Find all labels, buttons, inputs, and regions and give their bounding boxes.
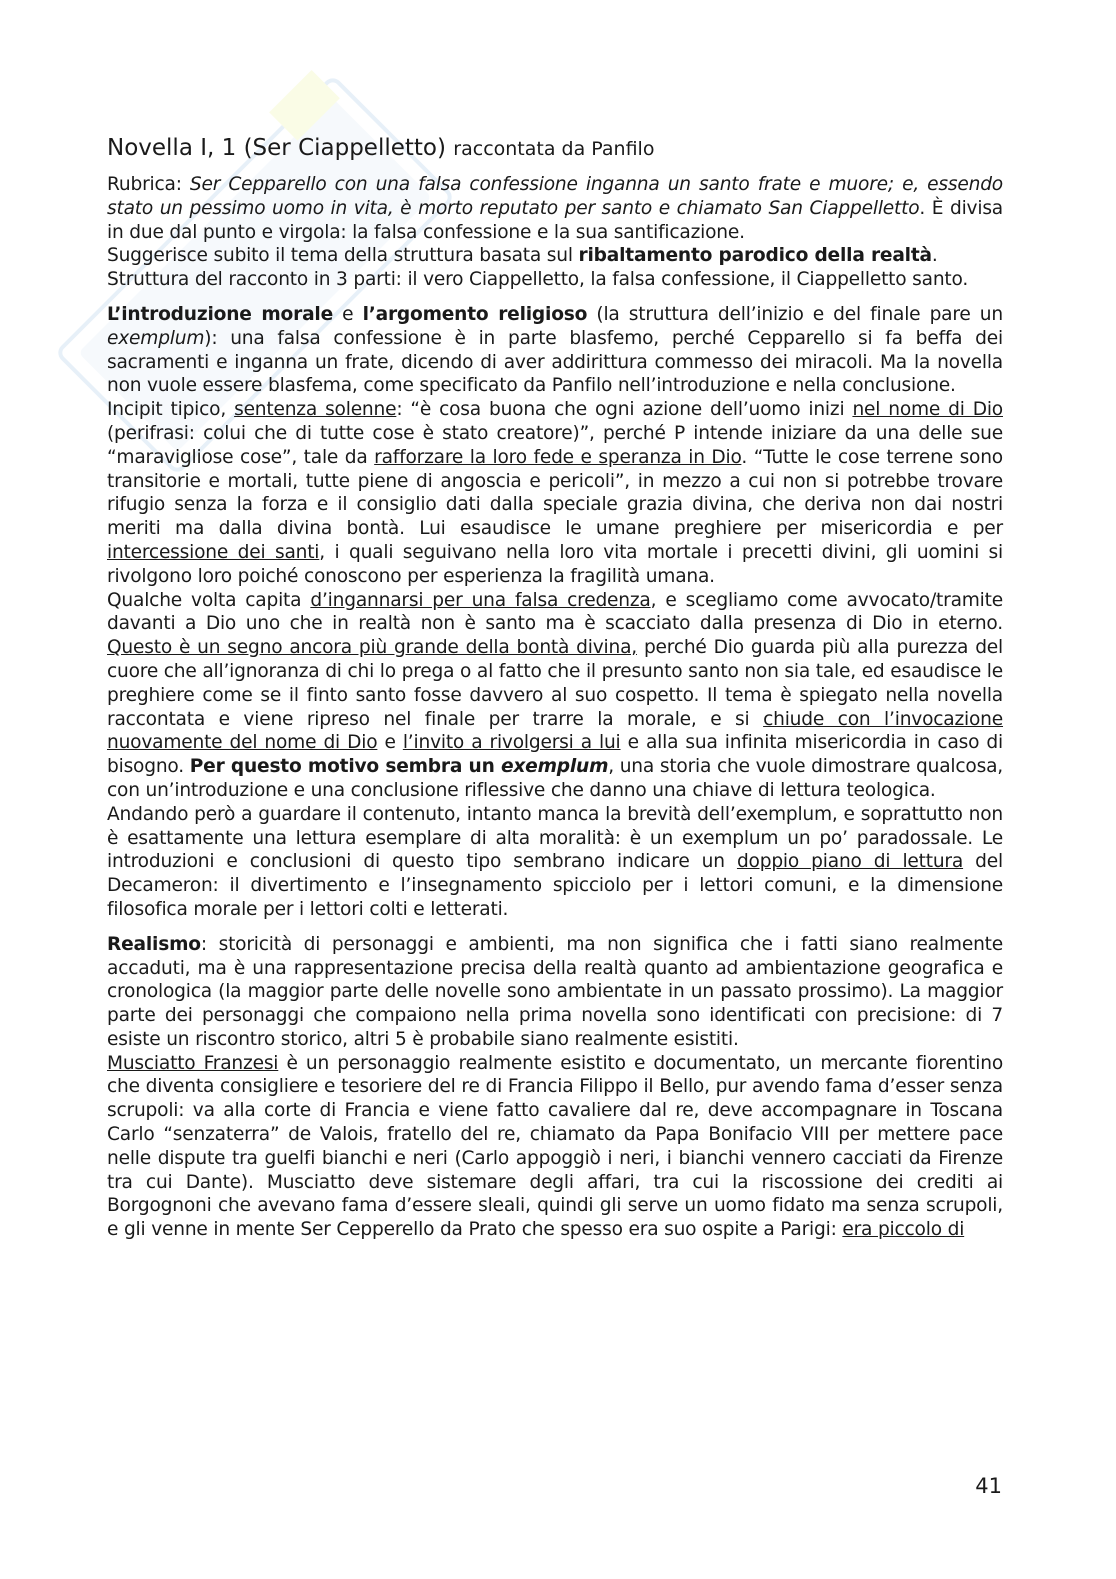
text-run: , e scegliamo come avvocato/tramite davanti a Dio uno che in realtà non è santo ma è scacciato dalla presenza di Dio in eterno.: [107, 589, 1003, 635]
underlined-run: l’invito a rivolgersi a lui: [402, 732, 621, 754]
paragraph-incipit: [107, 398, 1003, 588]
text-run: Incipit tipico,: [107, 399, 235, 421]
text-run: .: [931, 245, 938, 267]
bold-run: L’introduzione morale: [107, 303, 334, 325]
underlined-run: doppio piano di lettura: [736, 851, 964, 873]
rubrica-comment: . È divisa in due dal punto e virgola: la falsa confessione e la sua santificazione.: [107, 197, 1003, 243]
bold-run: Realismo: [107, 933, 201, 955]
text-run: ): una falsa confessione è in parte blasfemo, perché Cepparello si fa beffa dei sacramenti e inganna un frate, dicendo di aver addirittura commesso dei miracoli. Ma la novella non vuole essere blasfema, come specificato da Panfilo nell’introduzione e nella conclusione.: [107, 327, 1003, 397]
text-run: è un personaggio realmente esistito e documentato, un mercante fiorentino che diventa consigliere e tesoriere del re di Francia Filippo il Bello, pur avendo fama d’esser senza scrupoli: va alla corte di Francia e viene fatto cavaliere dal re, deve accompagnare in Toscana Carlo “senzaterra” de Valois, fratello del re, chiamato da Papa Bonifacio VIII per mettere pace nelle dispute tra guelfi bianchi e neri (Carlo appoggiò i neri, i bianchi vennero cacciati da Firenze tra cui Dante). Musciatto deve sistemare degli affari, tra cui la riscossione dei crediti ai Borgognoni che avevano fama d’essere sleali, quindi gli serve un uomo fidato ma senza scrupoli, e gli venne in mente Ser Cepperello da Prato che spesso era suo ospite a Parigi:: [107, 1052, 1003, 1241]
underlined-run: chiude con l’invocazione nuovamente del nome di Dio: [107, 708, 1004, 754]
paragraph-struttura: [107, 268, 1003, 292]
title-subtitle: raccontata da Panfilo: [453, 138, 655, 160]
section-title: [107, 132, 1003, 165]
text-run: : “è cosa buona che ogni azione dell’uomo inizi: [396, 399, 853, 421]
text-run: Qualche volta capita: [107, 589, 311, 611]
bold-italic-run: exemplum: [500, 756, 609, 778]
italic-run: exemplum: [107, 327, 205, 349]
text-run: del Decameron: il divertimento e l’insegnamento spicciolo per i lettori comuni, e la dimensione filosofica morale per i lettori colti e letterati.: [107, 851, 1003, 920]
text-run: e: [333, 303, 363, 325]
document-page: [107, 132, 1003, 1242]
paragraph-tema: [107, 244, 1003, 268]
underlined-run: intercessione dei santi: [107, 541, 320, 563]
text-run: e: [377, 732, 403, 754]
text-run: Andando però a guardare il contenuto, intanto manca la brevità dell’exemplum, e soprattutto non è esattamente una lettura esemplare di alta moralità: è un exemplum un po’ paradossale. Le introduzioni e conclusioni di questo tipo sembrano indicare un: [107, 803, 1003, 873]
underlined-run: Questo è un segno ancora più grande della bontà divina,: [107, 637, 637, 659]
paragraph-contenuto: [107, 803, 1003, 922]
underlined-run: rafforzare la loro fede e speranza in Dio: [374, 446, 742, 468]
underlined-run: d’ingannarsi per una falsa credenza: [310, 589, 651, 611]
paragraph-introduzione-morale: [107, 303, 1003, 398]
text-run: . “Tutte le cose terrene sono transitorie e mortali, tutte piene di angoscia e pericoli”, in mezzo a cui non si potrebbe trovare rifugio senza la forza e il consiglio dati dalla speciale grazia divina, che deriva non dai nostri meriti ma dalla divina bontà. Lui esaudisce le umane preghiere per misericordia e per: [107, 446, 1003, 540]
paragraph-falsa-credenza: [107, 589, 1003, 803]
text-run: Struttura del racconto in 3 parti: il vero Ciappelletto, la falsa confessione, il Ciappelletto santo.: [107, 269, 969, 291]
paragraph-rubrica: [107, 173, 1003, 244]
text-run: e alla sua infinita misericordia in caso di bisogno.: [107, 732, 1003, 778]
text-run: (perifrasi: colui che di tutte cose è stato creatore)”, perché P intende iniziare da una delle sue “maravigliose cose”, tale da: [107, 422, 1003, 468]
bold-run: Per questo motivo sembra un: [189, 756, 501, 778]
rubrica-text: Ser Cepparello con una falsa confessione inganna un santo frate e muore; e, essendo stato un pessimo uomo in vita, è morto reputato per santo e chiamato San Ciappelletto: [107, 174, 1003, 219]
underlined-run: Musciatto Franzesi: [107, 1052, 279, 1074]
text-run: , i quali seguivano nella loro vita mortale i precetti divini, gli uomini si rivolgono loro poiché conoscono per esperienza la fragilità umana.: [107, 541, 1003, 587]
text-run: (la struttura dell’inizio e del finale pare un: [587, 303, 1003, 325]
text-run: : storicità di personaggi e ambienti, ma non significa che i fatti siano realmente accaduti, ma è una rappresentazione precisa della realtà quanto ad ambientazione geografica e cronologica (la maggior parte delle novelle sono ambientate in un passato prossimo). La maggior parte dei personaggi che compaiono nella prima novella sono identificati con precisione: di 7 esiste un riscontro storico, altri 5 è probabile siano realmente esistiti.: [107, 933, 1003, 1050]
bold-run: ribaltamento parodico della realtà: [578, 245, 932, 267]
underlined-run: era piccolo di: [842, 1219, 965, 1241]
title-main: Novella I, 1 (Ser Ciappelletto): [107, 135, 446, 161]
page-number: 41: [975, 1474, 1002, 1498]
rubrica-label: Rubrica:: [107, 174, 190, 195]
underlined-run: sentenza solenne: [234, 399, 397, 421]
underlined-run: nel nome di Dio: [852, 399, 1003, 421]
bold-run: l’argomento religioso: [362, 303, 588, 325]
text-run: , una storia che vuole dimostrare qualcosa, con un’introduzione e una conclusione riflessive che danno una chiave di lettura teologica.: [107, 756, 1003, 801]
text-run: Suggerisce subito il tema della struttura basata sul: [107, 245, 579, 267]
paragraph-realismo: [107, 933, 1003, 1052]
paragraph-musciatto: [107, 1052, 1003, 1242]
text-run: perché Dio guarda più alla purezza del cuore che all’ignoranza di chi lo prega o al fatto che il presunto santo non sia tale, ed esaudisce le preghiere come se il finto santo fosse davvero al suo cospetto. Il tema è spiegato nella novella raccontata e viene ripreso nel finale per trarre la morale, e si: [107, 637, 1003, 730]
